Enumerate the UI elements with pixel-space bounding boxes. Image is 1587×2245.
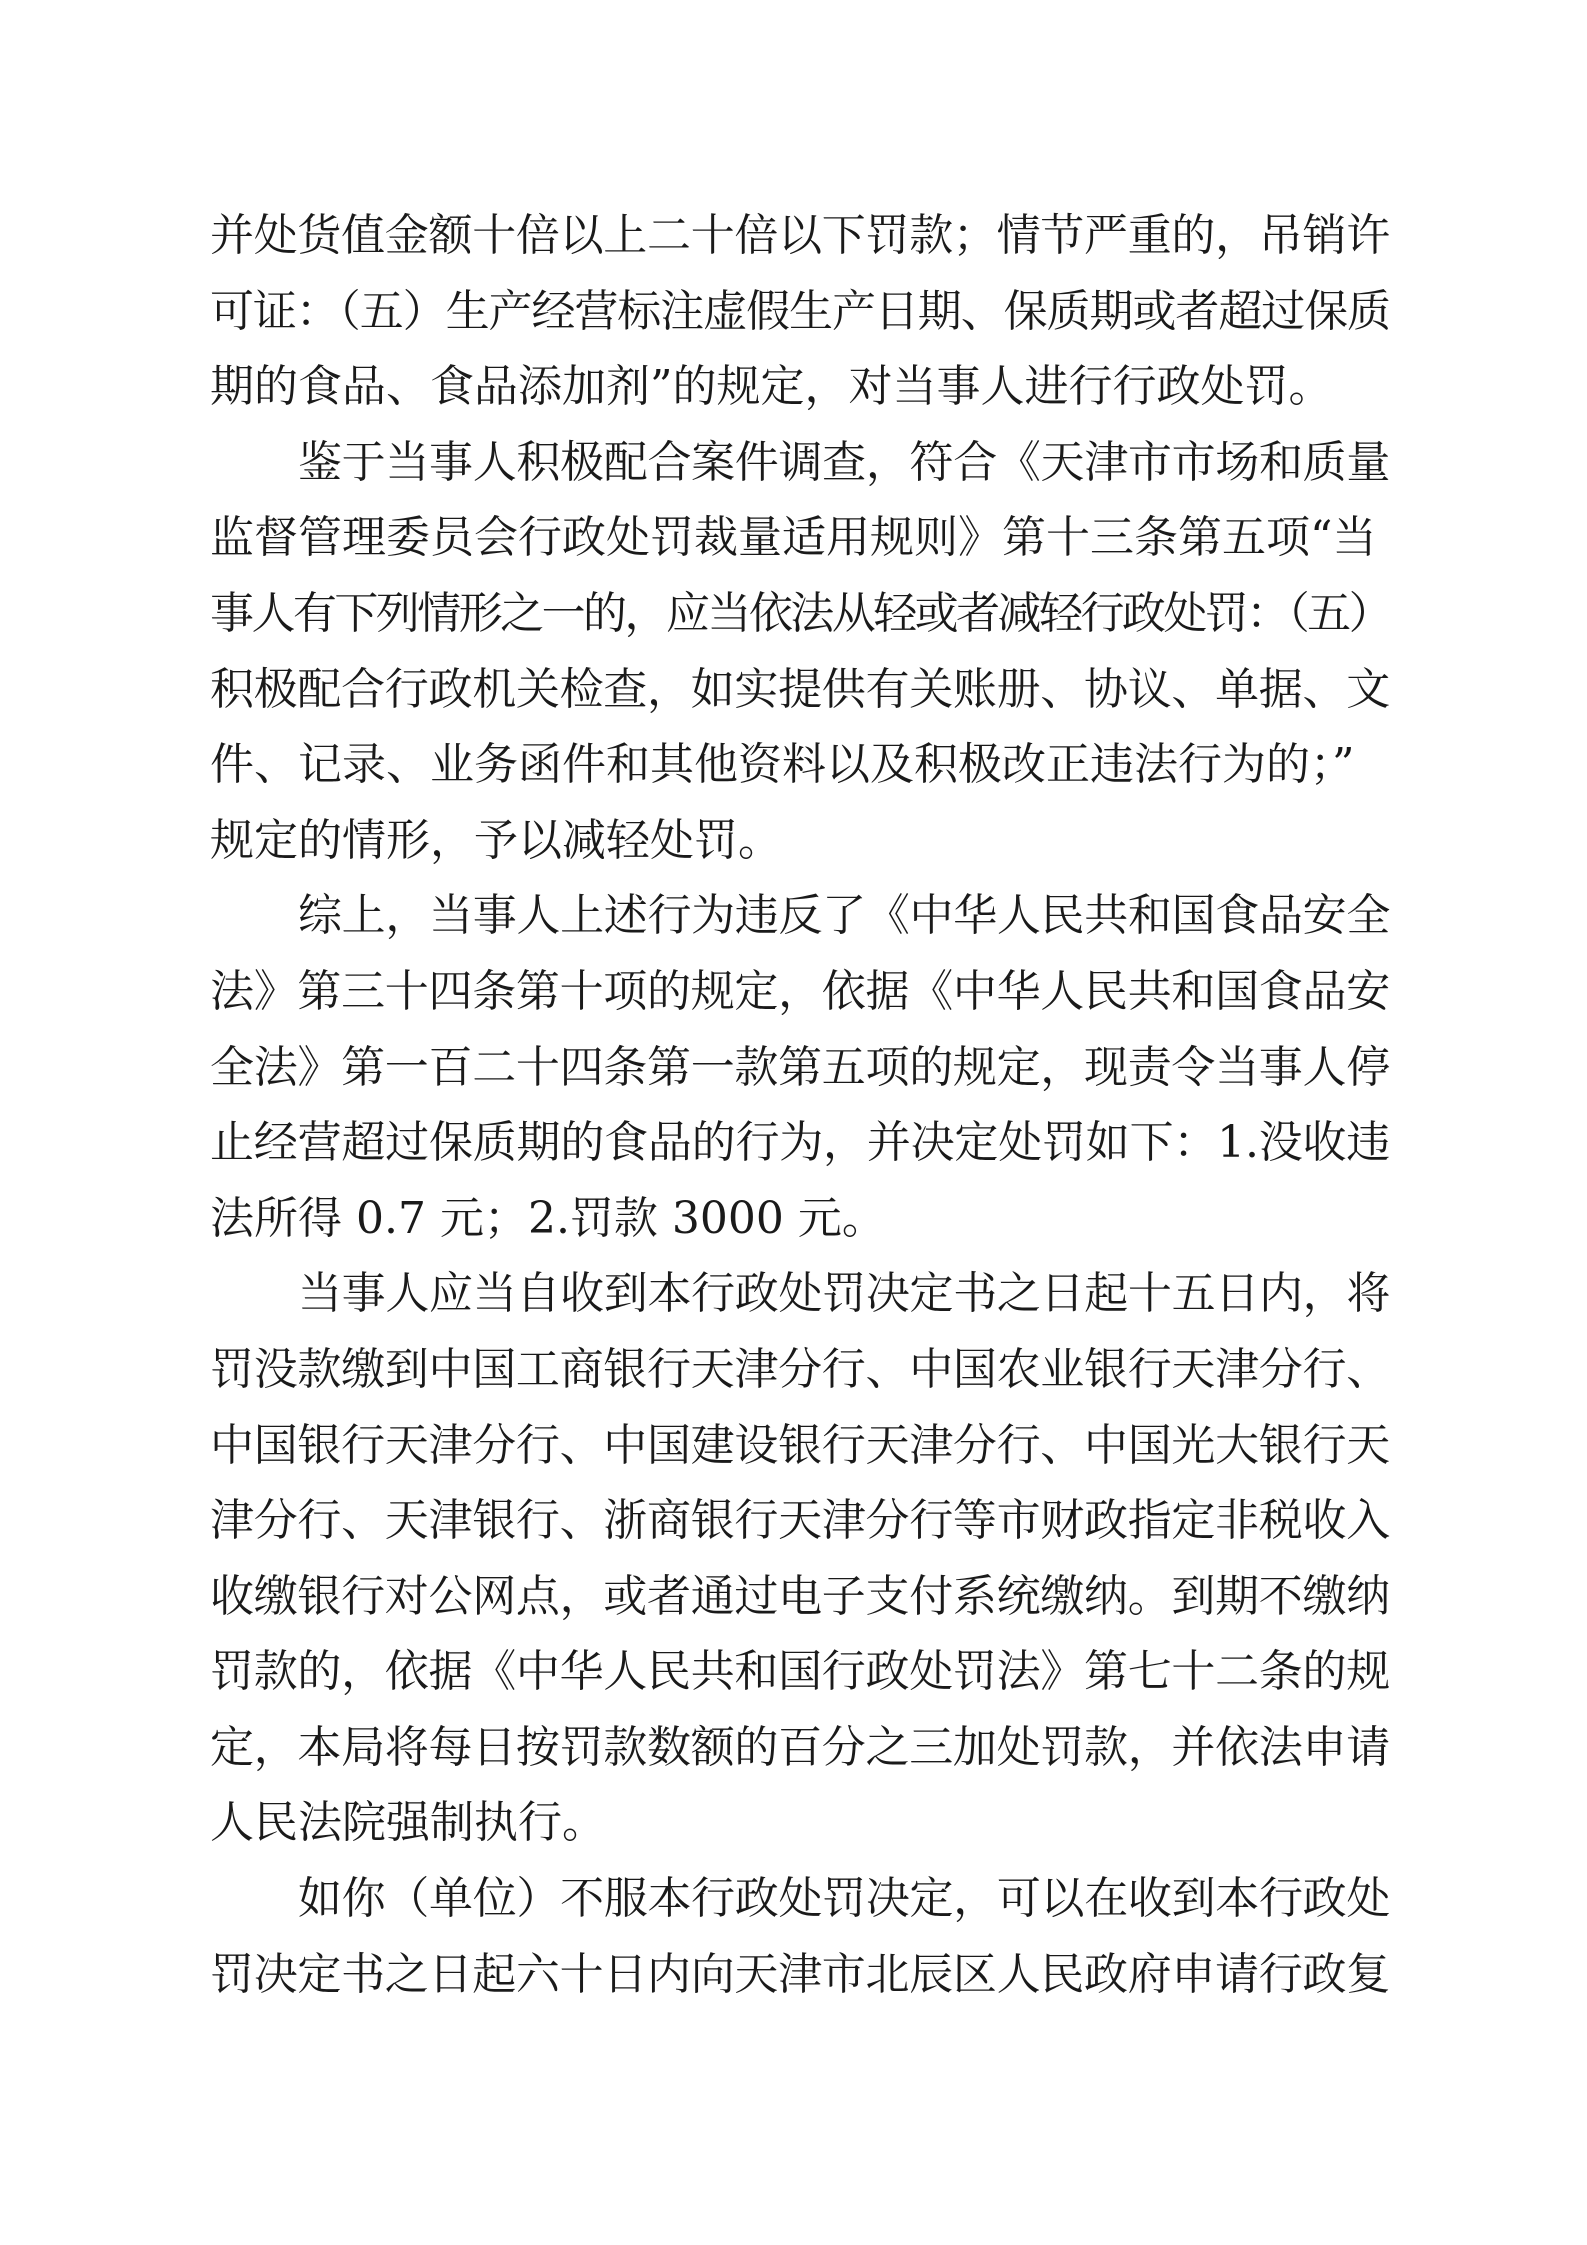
text-line: 件、记录、业务函件和其他资料以及积极改正违法行为的；” [210,739,1355,791]
text-line: 鉴于当事人积极配合案件调查，符合《天津市市场和质量 [298,436,1390,488]
text-line: 罚决定书之日起六十日内向天津市北辰区人民政府申请行政复 [210,1948,1390,2000]
text-line: 事人有下列情形之一的，应当依法从轻或者减轻行政处罚：（五） [210,587,1391,639]
text-line: 综上，当事人上述行为违反了《中华人民共和国食品安全 [298,890,1390,942]
document-body [210,198,1390,2012]
text-line: 津分行、天津银行、浙商银行天津分行等市财政指定非税收入 [210,1495,1390,1547]
text-line: 当事人应当自收到本行政处罚决定书之日起十五日内，将 [298,1268,1390,1320]
text-line: 罚款的，依据《中华人民共和国行政处罚法》第七十二条的规 [210,1646,1390,1698]
text-line: 期的食品、食品添加剂”的规定，对当事人进行行政处罚。 [210,361,1333,413]
text-line: 法》第三十四条第十项的规定，依据《中华人民共和国食品安 [210,965,1390,1017]
text-line: 并处货值金额十倍以上二十倍以下罚款；情节严重的，吊销许 [210,210,1390,261]
text-line: 监督管理委员会行政处罚裁量适用规则》第十三条第五项“当 [210,512,1377,564]
text-line: 法所得 0.7 元；2.罚款 3000 元。 [210,1192,886,1244]
text-line: 可证：（五）生产经营标注虚假生产日期、保质期或者超过保质 [210,285,1391,337]
text-line: 中国银行天津分行、中国建设银行天津分行、中国光大银行天 [210,1419,1390,1471]
text-line: 罚没款缴到中国工商银行天津分行、中国农业银行天津分行、 [210,1343,1390,1395]
text-line: 定，本局将每日按罚款数额的百分之三加处罚款，并依法申请 [210,1721,1390,1773]
text-line: 如你（单位）不服本行政处罚决定，可以在收到本行政处 [298,1873,1390,1925]
text-line: 人民法院强制执行。 [210,1797,606,1849]
text-line: 收缴银行对公网点，或者通过电子支付系统缴纳。到期不缴纳 [210,1570,1390,1622]
text-line: 全法》第一百二十四条第一款第五项的规定，现责令当事人停 [210,1041,1390,1093]
text-line: 规定的情形，予以减轻处罚。 [210,814,782,866]
text-line: 积极配合行政机关检查，如实提供有关账册、协议、单据、文 [210,663,1390,715]
text-line: 止经营超过保质期的食品的行为，并决定处罚如下：1.没收违 [210,1117,1391,1169]
